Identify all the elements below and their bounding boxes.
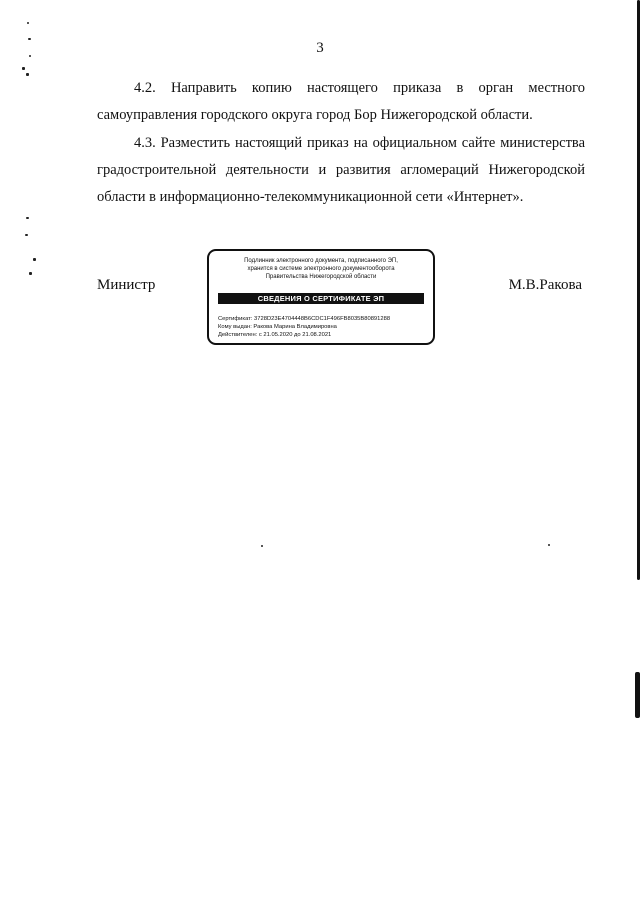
scan-speck — [261, 545, 263, 547]
scan-speck — [548, 544, 550, 546]
paragraph-line: самоуправления городского округа город Бор Нижегородской области. — [97, 107, 533, 123]
paragraph-line: градостроительной деятельности и развития агломераций Нижегородской — [97, 162, 585, 178]
scan-speck — [25, 234, 28, 236]
page-number: 3 — [316, 40, 324, 56]
scan-speck — [22, 67, 25, 70]
scan-margin-bar — [635, 672, 640, 718]
scan-speck — [29, 272, 32, 275]
stamp-header-line: хранится в системе электронного документооборота — [247, 266, 395, 272]
stamp-header-line: Подлинник электронного документа, подписанного ЭП, — [244, 258, 398, 264]
stamp-header-line: Правительства Нижегородской области — [265, 274, 377, 280]
paragraph-line: 4.2. Направить копию настоящего приказа в орган местного — [134, 80, 585, 96]
paragraph-4-2 — [97, 75, 585, 129]
paragraph-4-3 — [97, 130, 585, 211]
paragraph-line: 4.3. Разместить настоящий приказ на официальном сайте министерства — [134, 135, 585, 151]
scan-speck — [29, 55, 31, 57]
paragraph-line: области в информационно-телекоммуникационной сети «Интернет». — [97, 189, 524, 205]
scan-speck — [27, 22, 29, 24]
certificate-serial: Сертификат: 3728D23E4704448B6CDC1F496FB8035B80891288 — [218, 316, 391, 322]
certificate-validity: Действителен: с 21.05.2020 до 21.08.2021 — [218, 332, 332, 338]
certificate-details — [218, 315, 427, 339]
scan-speck — [28, 38, 31, 40]
scan-speck — [33, 258, 36, 261]
stamp-header — [209, 257, 433, 281]
certificate-owner: Кому выдан: Ракова Марина Владимировна — [218, 324, 337, 330]
scan-speck — [26, 73, 29, 76]
certificate-info-bar: СВЕДЕНИЯ О СЕРТИФИКАТЕ ЭП — [218, 293, 424, 304]
scan-speck — [26, 217, 29, 219]
signatory-name: М.В.Ракова — [508, 277, 582, 293]
signatory-title: Министр — [97, 277, 156, 293]
e-signature-stamp — [207, 249, 435, 345]
